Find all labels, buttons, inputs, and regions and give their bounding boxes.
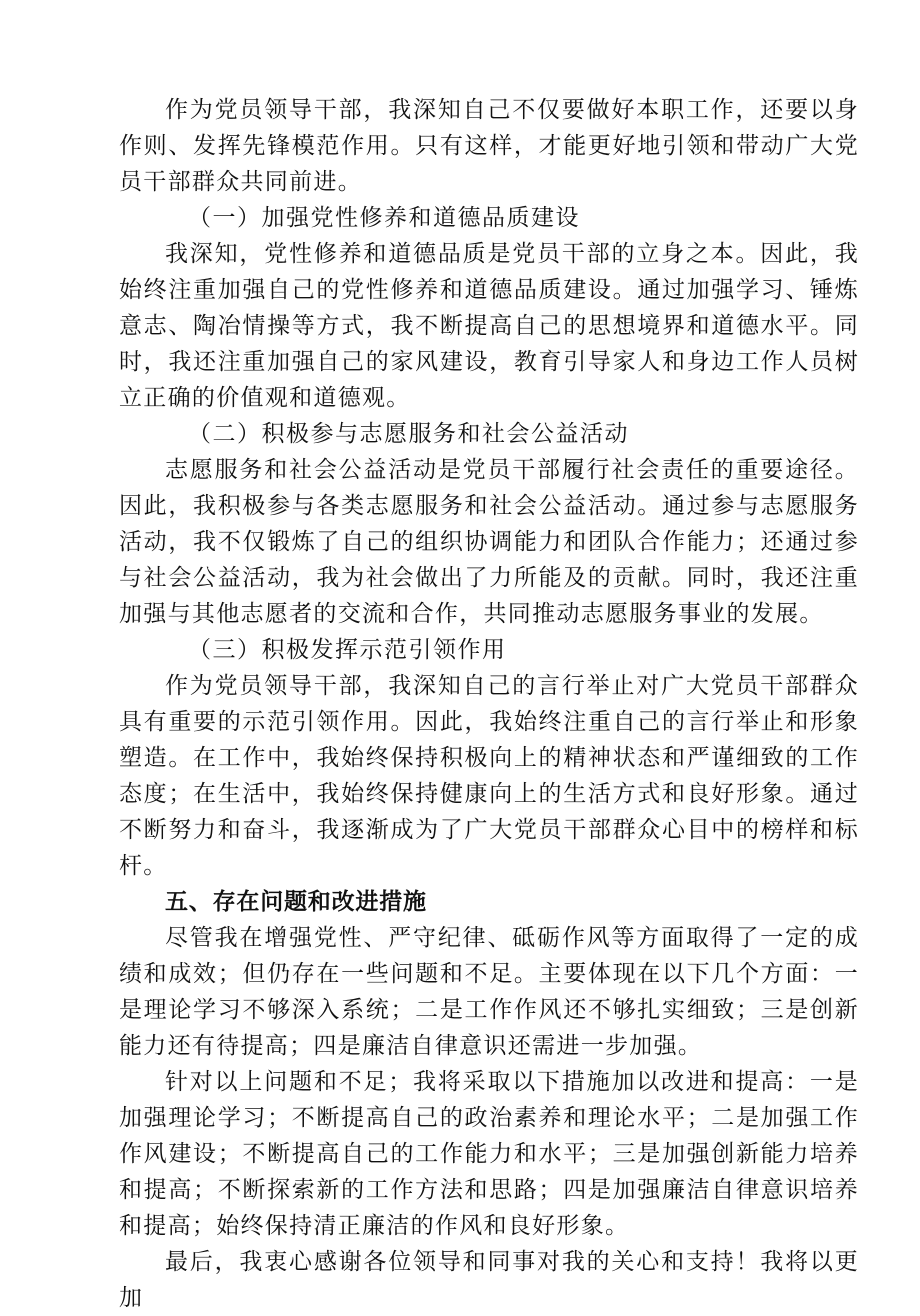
paragraph-closing-thanks: 最后，我衷心感谢各位领导和同事对我的关心和支持！我将以更加: [119, 1249, 859, 1311]
subheading-model-leadership: （三）积极发挥示范引领作用: [188, 637, 507, 663]
subheading-volunteer-service: （二）积极参与志愿服务和社会公益活动: [188, 421, 629, 447]
section-heading-problems-measures: 五、存在问题和改进措施: [165, 889, 427, 915]
paragraph-party-spirit: 我深知，党性修养和道德品质是党员干部的立身之本。因此，我始终注重加强自己的党性修养和道德品质建设。通过加强学习、锤炼意志、陶冶情操等方式，我不断提高自己的思想境界和道德水平。同时，我还注重加强自己的家风建设，教育引导家人和身边工作人员树立正确的价值观和道德观。: [119, 241, 859, 411]
paragraph-existing-problems: 尽管我在增强党性、严守纪律、砥砺作风等方面取得了一定的成绩和成效；但仍存在一些问题和不足。主要体现在以下几个方面：一是理论学习不够深入系统；二是工作作风还不够扎实细致；三是创新能力还有待提高；四是廉洁自律意识还需进一步加强。: [119, 925, 859, 1059]
paragraph-volunteer-service: 志愿服务和社会公益活动是党员干部履行社会责任的重要途径。因此，我积极参与各类志愿服务和社会公益活动。通过参与志愿服务活动，我不仅锻炼了自己的组织协调能力和团队合作能力；还通过参与社会公益活动，我为社会做出了力所能及的贡献。同时，我还注重加强与其他志愿者的交流和合作，共同推动志愿服务事业的发展。: [119, 457, 859, 627]
paragraph-improvement-measures: 针对以上问题和不足；我将采取以下措施加以改进和提高：一是加强理论学习；不断提高自己的政治素养和理论水平；二是加强工作作风建设；不断提高自己的工作能力和水平；三是加强创新能力培养和提高；不断探索新的工作方法和思路；四是加强廉洁自律意识培养和提高；始终保持清正廉洁的作风和良好形象。: [119, 1069, 859, 1239]
subheading-party-spirit: （一）加强党性修养和道德品质建设: [188, 205, 580, 231]
paragraph-leadership-example: 作为党员领导干部，我深知自己不仅要做好本职工作，还要以身作则、发挥先锋模范作用。只有这样，才能更好地引领和带动广大党员干部群众共同前进。: [119, 97, 859, 195]
paragraph-model-leadership: 作为党员领导干部，我深知自己的言行举止对广大党员干部群众具有重要的示范引领作用。因此，我始终注重自己的言行举止和形象塑造。在工作中，我始终保持积极向上的精神状态和严谨细致的工作态度；在生活中，我始终保持健康向上的生活方式和良好形象。通过不断努力和奋斗，我逐渐成为了广大党员干部群众心目中的榜样和标杆。: [119, 673, 859, 879]
document-content: [119, 92, 859, 1316]
